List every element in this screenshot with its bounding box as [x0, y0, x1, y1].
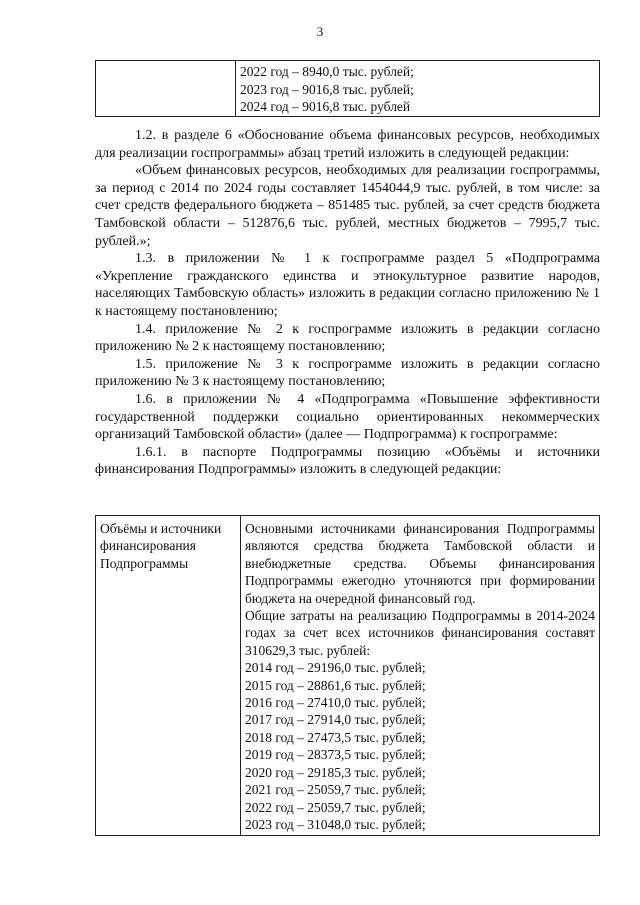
passport-year-row: 2017 год – 27914,0 тыс. рублей;: [245, 712, 426, 728]
year-row: 2022 год – 8940,0 тыс. рублей;: [240, 64, 414, 79]
passport-total-text: Общие затраты на реализацию Подпрограммы в 2014-2024 годах за счет всех источников финансирования составят 310629,3 тыс. рублей:: [245, 608, 595, 658]
passport-year-row: 2023 год – 31048,0 тыс. рублей;: [245, 816, 426, 832]
passport-year-row: 2015 год – 28861,6 тыс. рублей;: [245, 677, 426, 693]
passport-year-row: 2022 год – 25059,7 тыс. рублей;: [245, 799, 426, 815]
year-row: 2024 год – 9016,8 тыс. рублей: [240, 99, 411, 114]
funding-table-continuation: [95, 60, 600, 117]
passport-value-cell: [241, 516, 600, 836]
paragraph-1-6: 1.6. в приложении № 4 «Подпрограмма «Повышение эффективности государственной поддержки социально ориентированных некоммерческих организаций Тамбовской области» (далее — Подпрограмма) к госпрограмме:: [95, 391, 600, 443]
passport-funding-table: [95, 515, 600, 836]
table-empty-cell: [96, 61, 236, 117]
passport-label-cell: Объёмы и источники финансирования Подпрограммы: [96, 516, 241, 836]
passport-sources-text: Основными источниками финансирования Подпрограммы являются средства бюджета Тамбовской области и внебюджетные средства. Объемы финансирования Подпрограммы ежегодно уточняются при формировании бюджета на очередной финансовый год.: [245, 521, 595, 606]
passport-year-row: 2020 год – 29185,3 тыс. рублей;: [245, 764, 426, 780]
paragraph-1-5: 1.5. приложение № 3 к госпрограмме изложить в редакции согласно приложению № 3 к настоящему постановлению;: [95, 356, 600, 390]
passport-year-row: 2018 год – 27473,5 тыс. рублей;: [245, 729, 426, 745]
paragraph-quote: «Объем финансовых ресурсов, необходимых для реализации госпрограммы, за период с 2014 по 2024 годы составляет 1454044,9 тыс. рублей, в том числе: за счет средств федерального бюджета – 851485 тыс. рублей, за счет средств бюджета Тамбовской области – 512876,6 тыс. рублей, местных бюджетов – 7995,7 тыс. рублей.»;: [95, 163, 600, 249]
page-number: 3: [316, 24, 324, 39]
passport-year-row: 2016 год – 27410,0 тыс. рублей;: [245, 695, 426, 711]
document-body: [95, 127, 600, 479]
passport-year-row: 2021 год – 25059,7 тыс. рублей;: [245, 782, 426, 798]
paragraph-1-4: 1.4. приложение № 2 к госпрограмме изложить в редакции согласно приложению № 2 к настоящему постановлению;: [95, 321, 600, 355]
paragraph-1-2: 1.2. в разделе 6 «Обоснование объема финансовых ресурсов, необходимых для реализации госпрограммы» абзац третий изложить в следующей редакции:: [95, 128, 600, 161]
table-years-cell: [236, 61, 600, 117]
passport-year-row: 2019 год – 28373,5 тыс. рублей;: [245, 747, 426, 763]
passport-year-row: 2014 год – 29196,0 тыс. рублей;: [245, 660, 426, 676]
paragraph-1-3: 1.3. в приложении № 1 к госпрограмме раздел 5 «Подпрограмма «Укрепление гражданского единства и этнокультурное развитие народов, населяющих Тамбовскую область» изложить в редакции согласно приложению № 1 к настоящему постановлению;: [95, 251, 600, 319]
paragraph-1-6-1: 1.6.1. в паспорте Подпрограммы позицию «Объёмы и источники финансирования Подпрограммы» изложить в следующей редакции:: [95, 444, 600, 478]
year-row: 2023 год – 9016,8 тыс. рублей;: [240, 81, 414, 97]
